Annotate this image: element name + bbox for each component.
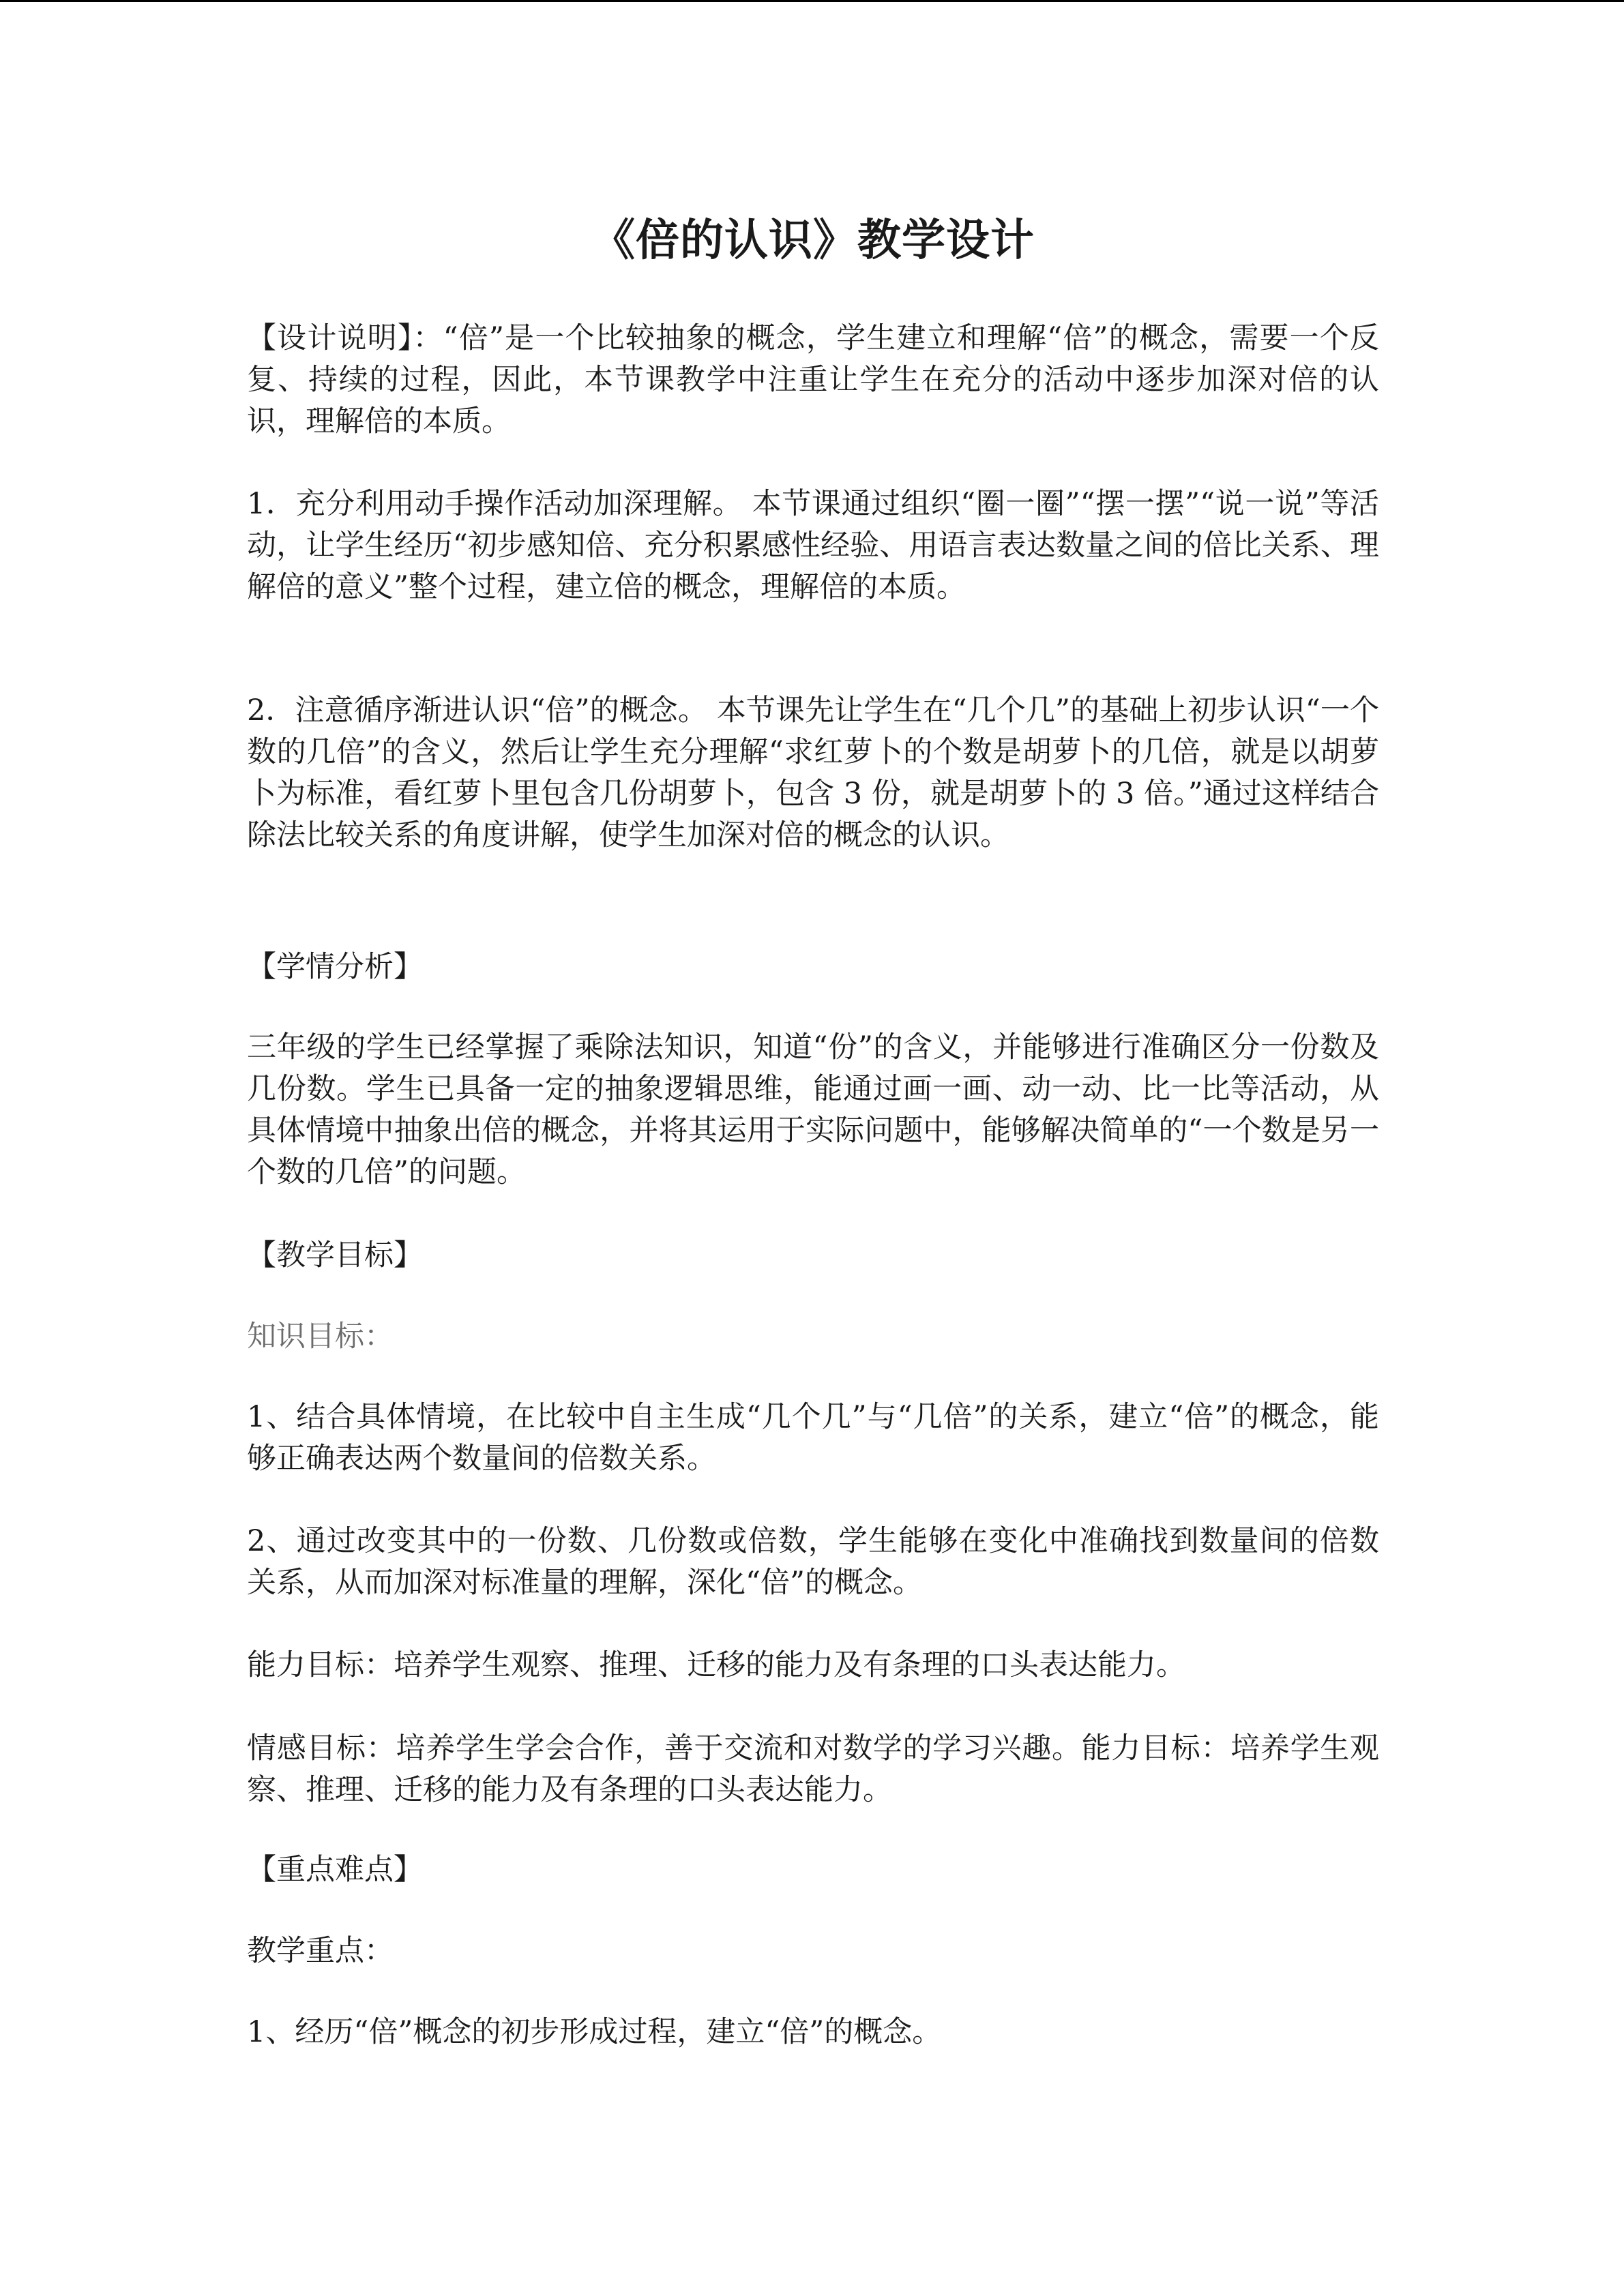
key-point-label: 教学重点： [247, 1934, 394, 1968]
key-point-1: 1、经历“倍”概念的初步形成过程，建立“倍”的概念。 [247, 2015, 942, 2049]
document-title: 《倍的认识》教学设计 [591, 215, 1035, 266]
knowledge-goal-label: 知识目标： [247, 1320, 394, 1354]
design-note-paragraph: 【设计说明】：“倍”是一个比较抽象的概念，学生建立和理解“倍”的概念，需要一个反复、持续的过程，因此，本节课教学中注重让学生在充分的活动中逐步加深对倍的认识，理解倍的本质。 [247, 321, 1379, 438]
goals-heading: 【教学目标】 [247, 1238, 423, 1272]
point-2-paragraph: 2．注意循序渐进认识“倍”的概念。 本节课先让学生在“几个几”的基础上初步认识“一个数的几倍”的含义，然后让学生充分理解“求红萝卜的个数是胡萝卜的几倍，就是以胡萝卜为标准，看红萝卜里包含几份胡萝卜，包含 3 份，就是胡萝卜的 3 倍。”通过这样结合除法比较关系的角度讲解，使学生加深对倍的概念的认识。 [247, 694, 1379, 852]
key-points-heading: 【重点难点】 [247, 1853, 423, 1887]
point-1-paragraph: 1．充分利用动手操作活动加深理解。 本节课通过组织“圈一圈”“摆一摆”“说一说”等活动，让学生经历“初步感知倍、充分积累感性经验、用语言表达数量之间的倍比关系、理解倍的意义”整个过程，建立倍的概念，理解倍的本质。 [247, 487, 1379, 604]
knowledge-goal-2: 2、通过改变其中的一份数、几份数或倍数，学生能够在变化中准确找到数量间的倍数关系，从而加深对标准量的理解，深化“倍”的概念。 [247, 1524, 1379, 1600]
ability-goal: 能力目标：培养学生观察、推理、迁移的能力及有条理的口头表达能力。 [247, 1648, 1185, 1682]
page-top-border [0, 0, 1624, 2]
analysis-heading: 【学情分析】 [247, 950, 423, 984]
analysis-paragraph: 三年级的学生已经掌握了乘除法知识，知道“份”的含义，并能够进行准确区分一份数及几份数。学生已具备一定的抽象逻辑思维，能通过画一画、动一动、比一比等活动，从具体情境中抽象出倍的概念，并将其运用于实际问题中，能够解决简单的“一个数是另一个数的几倍”的问题。 [247, 1030, 1379, 1189]
emotion-goal: 情感目标：培养学生学会合作，善于交流和对数学的学习兴趣。能力目标：培养学生观察、推理、迁移的能力及有条理的口头表达能力。 [247, 1731, 1379, 1807]
knowledge-goal-1: 1、结合具体情境，在比较中自主生成“几个几”与“几倍”的关系，建立“倍”的概念，能够正确表达两个数量间的倍数关系。 [247, 1400, 1379, 1476]
